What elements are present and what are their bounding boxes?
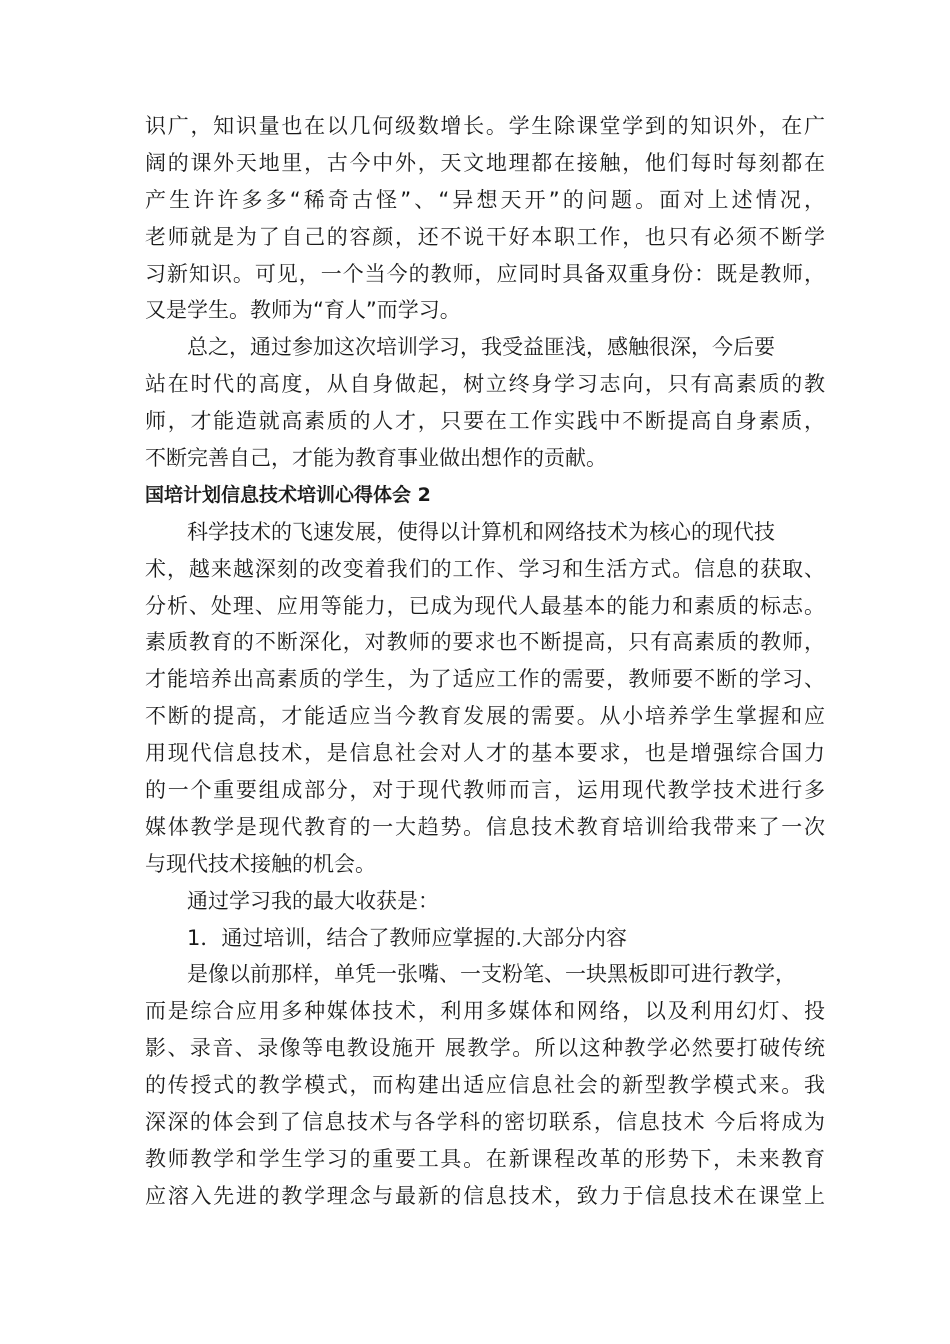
paragraph — [145, 329, 825, 477]
document-body — [145, 108, 825, 1215]
paragraph — [145, 108, 825, 329]
text-line: 不断完善自己，才能为教育事业做出想作的贡献。 — [145, 446, 607, 471]
heading-text: 国培计划信息技术培训心得体会 2 — [145, 483, 431, 506]
text-line: 老师就是为了自己的容颜，还不说干好本职工作，也只有必须不断学 — [145, 224, 825, 249]
text-line: 术，越来越深刻的改变着我们的工作、学习和生活方式。信息的获取、 — [145, 556, 825, 581]
text-line: 不断的提高，才能适应当今教育发展的需要。从小培养学生掌握和应 — [145, 704, 825, 729]
text-line: 媒体教学是现代教育的一大趋势。信息技术教育培训给我带来了一次 — [145, 814, 825, 839]
text-line: 阔的课外天地里，古今中外，天文地理都在接触，他们每时每刻都在 — [145, 150, 825, 175]
section-heading — [145, 477, 825, 514]
text-line: 影、录音、录像等电教设施开 展教学。所以这种教学必然要打破传统 — [145, 1036, 825, 1061]
paragraph — [145, 514, 825, 883]
text-line: 师，才能造就高素质的人才，只要在工作实践中不断提高自身素质， — [145, 409, 825, 434]
text-line: 1．通过培训，结合了教师应掌握的.大部分内容 — [187, 925, 628, 950]
text-line: 与现代技术接触的机会。 — [145, 851, 376, 876]
text-line: 分析、处理、应用等能力，已成为现代人最基本的能力和素质的标志。 — [145, 593, 825, 618]
paragraph — [145, 883, 825, 920]
text-line: 用现代信息技术，是信息社会对人才的基本要求，也是增强综合国力 — [145, 741, 825, 766]
paragraph — [145, 920, 825, 957]
text-line: 是像以前那样，单凭一张嘴、一支粉笔、一块黑板即可进行教学， — [187, 962, 796, 987]
text-line: 总之，通过参加这次培训学习，我受益匪浅，感触很深，今后要 — [187, 335, 775, 360]
text-line: 习新知识。可见，一个当今的教师，应同时具备双重身份：既是教师， — [145, 261, 825, 286]
text-line: 科学技术的飞速发展，使得以计算机和网络技术为核心的现代技 — [187, 519, 775, 544]
text-line: 识广，知识量也在以几何级数增长。学生除课堂学到的知识外，在广 — [145, 114, 825, 138]
text-line: 的传授式的教学模式，而构建出适应信息社会的新型教学模式来。我 — [145, 1073, 825, 1098]
text-line: 教师教学和学生学习的重要工具。在新课程改革的形势下，未来教育 — [145, 1146, 825, 1171]
paragraph — [145, 956, 825, 1214]
text-line: 站在时代的高度，从自身做起，树立终身学习志向，只有高素质的教 — [145, 372, 825, 397]
text-line: 又是学生。教师为“育人”而学习。 — [145, 298, 461, 323]
text-line: 产生许许多多“稀奇古怪”、“异想天开”的问题。面对上述情况， — [145, 187, 825, 212]
text-line: 素质教育的不断深化，对教师的要求也不断提高，只有高素质的教师， — [145, 630, 825, 655]
text-line: 通过学习我的最大收获是： — [187, 888, 439, 913]
text-line: 才能培养出高素质的学生，为了适应工作的需要，教师要不断的学习、 — [145, 667, 825, 692]
text-line: 应溶入先进的教学理念与最新的信息技术，致力于信息技术在课堂上 — [145, 1183, 825, 1208]
text-line: 的一个重要组成部分，对于现代教师而言，运用现代教学技术进行多 — [145, 778, 825, 803]
text-line: 深深的体会到了信息技术与各学科的密切联系，信息技术 今后将成为 — [145, 1110, 825, 1135]
text-line: 而是综合应用多种媒体技术，利用多媒体和网络，以及利用幻灯、投 — [145, 999, 825, 1024]
